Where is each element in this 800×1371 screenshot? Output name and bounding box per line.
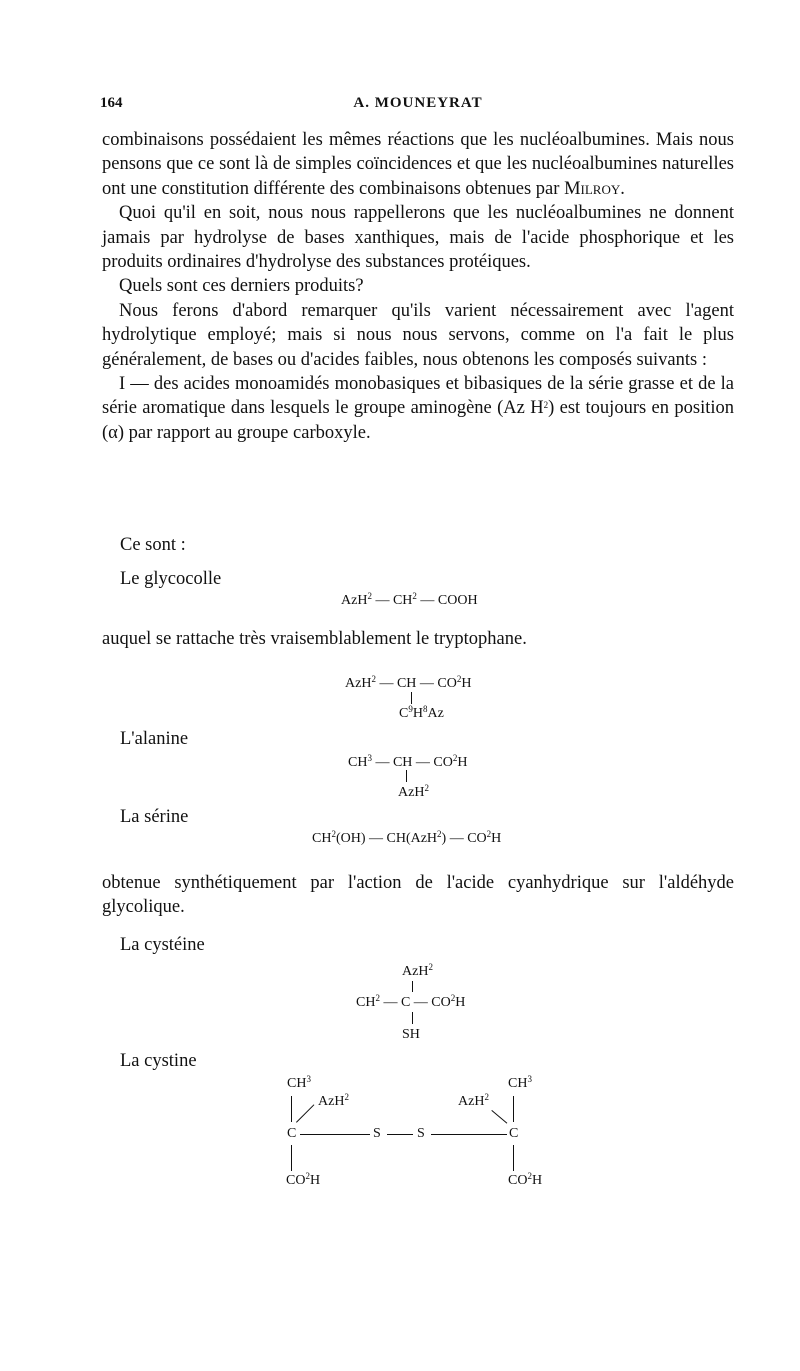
bond-vertical <box>412 981 413 992</box>
cystine-azh2-right: AzH$^2$ <box>458 1092 489 1109</box>
cystine-s-right: S <box>417 1126 425 1141</box>
label-serine: La sérine <box>120 807 189 827</box>
label-alanine: L'alanine <box>120 729 189 749</box>
formula-serine: $CH^2(OH)$ — CH(AzH$^2$) — $CO^2H$ <box>312 829 502 846</box>
body-text <box>102 128 734 445</box>
amine-group: (Az $H^2$) <box>497 398 555 419</box>
bond-horizontal <box>387 1134 413 1135</box>
formula-glycocolle: AzH$^2$ — $CH^2$ — COOH <box>341 591 478 608</box>
cystine-ch3-left: $CH^3$ <box>287 1074 311 1091</box>
paragraph-3: Quels sont ces derniers produits? <box>119 276 364 297</box>
label-ce-sont: Ce sont : <box>120 535 186 555</box>
paragraph-2: Quoi qu'il en soit, nous nous rappellerons que les nucléoalbumines ne donnent jamais par hydrolyse de bases xanthiques, mais de l'acide phosphorique et les produits ordinaires d'hydrolyse des substances protéiques. <box>102 203 734 273</box>
running-head-author: A. MOUNEYRAT <box>353 95 483 111</box>
label-glycocolle: Le glycocolle <box>120 569 222 589</box>
paragraph-1: combinaisons possédaient les mêmes réactions que les nucléoalbumines. Mais nous pensons que ce sont là de simples coïncidences et que les nucléoalbumines naturelles ont une constitution différente des combinaisons obtenues par Milroy. <box>102 130 734 199</box>
page-number: 164 <box>100 95 123 111</box>
cystine-c-left: C <box>287 1126 297 1141</box>
serine-note: obtenue synthétiquement par l'action de l'acide cyanhydrique sur l'aldéhyde glycolique. <box>102 873 734 918</box>
formula-cysteine-main: $CH^2$ — C — $CO^2H$ <box>356 993 466 1010</box>
bond-vertical <box>291 1096 292 1122</box>
cystine-s-left: S <box>373 1126 381 1141</box>
bond-vertical <box>412 1012 413 1024</box>
bond-vertical <box>513 1145 514 1171</box>
label-cysteine: La cystéine <box>120 935 205 955</box>
bond-vertical <box>291 1145 292 1171</box>
formula-cysteine-top: AzH$^2$ <box>402 962 433 979</box>
label-tryptophane: auquel se rattache très vraisemblablement le tryptophane. <box>102 629 527 649</box>
bond-vertical <box>411 692 412 704</box>
cystine-c-right: C <box>509 1126 519 1141</box>
bond-diagonal <box>491 1110 507 1124</box>
bond-vertical <box>406 770 407 782</box>
paragraph-4: Nous ferons d'abord remarquer qu'ils varient nécessairement avec l'agent hydrolytique employé; mais si nous nous servons, comme on l'a fait le plus généralement, de bases ou d'acides faibles, nous obtenons les composés suivants : <box>102 300 734 370</box>
bond-diagonal <box>296 1104 314 1122</box>
formula-alanine-branch: AzH$^2$ <box>398 783 429 800</box>
author-name-milroy: Milroy <box>564 178 621 199</box>
alpha-position: (α) <box>102 422 125 443</box>
paragraph-5: I — des acides monoamidés monobasiques et bibasiques de la série grasse et de la série aromatique dans lesquels le groupe aminogène (Az $H^2$) est toujours en position (α) par rapport au groupe carboxyle. <box>102 374 734 443</box>
cystine-azh2-left: AzH$^2$ <box>318 1092 349 1109</box>
formula-alanine-main: $CH^3$ — CH — $CO^2H$ <box>348 753 468 770</box>
formula-tryptophane-main: AzH$^2$ — CH — $CO^2H$ <box>345 674 472 691</box>
bond-vertical <box>513 1096 514 1122</box>
running-header <box>100 95 736 119</box>
cystine-co2h-right: $CO^2H$ <box>508 1171 543 1188</box>
bond-horizontal <box>431 1134 507 1135</box>
cystine-co2h-left: $CO^2H$ <box>286 1171 321 1188</box>
label-cystine: La cystine <box>120 1051 197 1071</box>
formula-tryptophane-branch: $C^9H^8Az$ <box>399 704 444 721</box>
cystine-ch3-right: $CH^3$ <box>508 1074 532 1091</box>
bond-horizontal <box>300 1134 370 1135</box>
formula-cysteine-bottom: SH <box>402 1027 420 1042</box>
